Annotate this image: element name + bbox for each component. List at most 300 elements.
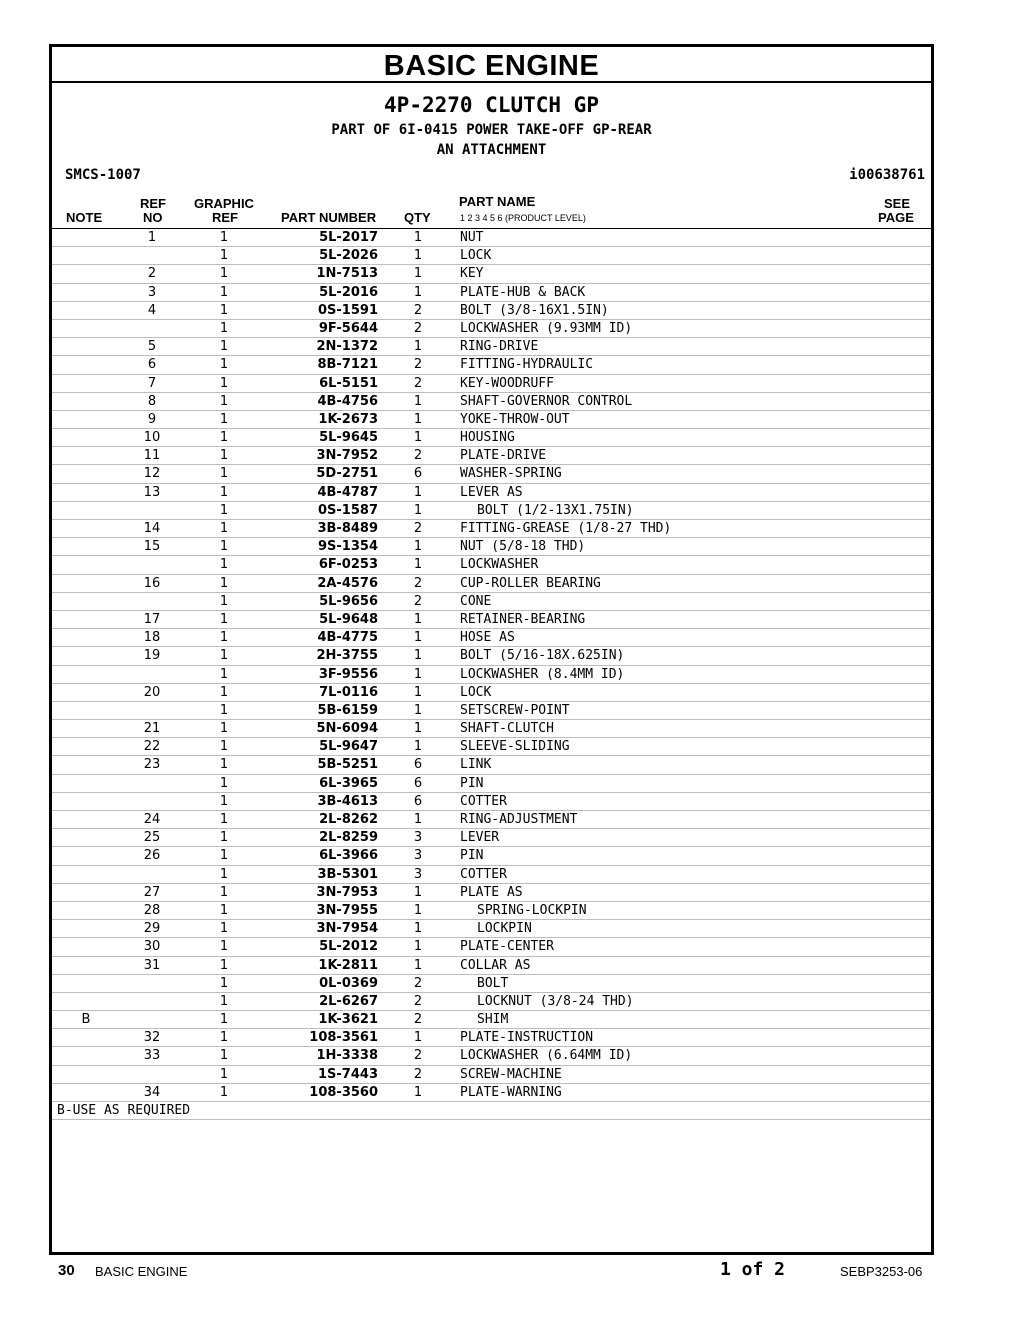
table-row	[52, 484, 931, 502]
qty-cell: 3	[413, 866, 423, 882]
ref-no-cell: 24	[143, 812, 161, 827]
table-row	[52, 265, 931, 283]
part-number-cell: 3B-5301	[317, 866, 378, 882]
section-title: BASIC ENGINE	[52, 47, 931, 83]
part-number-cell: 9S-1354	[318, 539, 378, 555]
part-name-cell: RING-DRIVE	[460, 339, 539, 355]
graphic-ref-cell: 1	[219, 357, 229, 373]
part-name-cell: BOLT (3/8-16X1.5IN)	[460, 302, 609, 318]
ref-no-cell: 4	[147, 302, 157, 318]
part-name-cell: CUP-ROLLER BEARING	[460, 575, 601, 591]
part-name-cell: LOCKWASHER (9.93MM ID)	[460, 320, 633, 336]
table-row	[52, 811, 931, 829]
ref-no-cell: 31	[143, 957, 161, 973]
col-qty: QTY	[404, 210, 431, 225]
qty-cell: 6	[413, 793, 423, 809]
part-name-cell: LINK	[460, 757, 492, 773]
qty-cell: 2	[413, 448, 423, 464]
qty-cell: 1	[413, 430, 423, 446]
table-row	[52, 447, 931, 465]
part-number-cell: 8B-7121	[317, 357, 378, 373]
part-name-cell: LOCKPIN	[477, 921, 532, 937]
qty-cell: 1	[413, 739, 423, 755]
graphic-ref-cell: 1	[219, 993, 229, 1009]
qty-cell: 1	[413, 611, 423, 627]
table-row	[52, 756, 931, 774]
ref-no-cell: 20	[143, 684, 161, 700]
table-row	[52, 793, 931, 811]
part-number-cell: 1K-2811	[318, 957, 378, 973]
qty-cell: 1	[413, 266, 423, 282]
part-number-cell: 2H-3755	[316, 648, 378, 664]
part-number-cell: 1S-7443	[318, 1066, 378, 1082]
table-row	[52, 993, 931, 1011]
ref-no-cell: 14	[143, 521, 161, 536]
part-number-cell: 3F-9556	[318, 666, 378, 682]
graphic-ref-cell: 1	[219, 648, 229, 664]
graphic-ref-cell: 1	[219, 248, 229, 264]
table-row	[52, 684, 931, 702]
graphic-ref-cell: 1	[219, 975, 229, 991]
part-name-cell: LOCKNUT (3/8-24 THD)	[477, 993, 634, 1009]
qty-cell: 2	[413, 993, 423, 1009]
table-row	[52, 356, 931, 374]
table-row	[52, 520, 931, 538]
qty-cell: 1	[413, 230, 423, 245]
table-row	[52, 738, 931, 756]
part-name-cell: LOCK	[460, 684, 492, 700]
qty-cell: 2	[413, 1048, 423, 1064]
part-number-cell: 4B-4775	[317, 630, 378, 646]
qty-cell: 1	[413, 721, 423, 737]
graphic-ref-cell: 1	[219, 393, 229, 409]
col-ref-top: REF	[140, 196, 166, 211]
smcs-code: SMCS-1007	[65, 167, 141, 183]
ref-no-cell: 18	[143, 630, 161, 646]
graphic-ref-cell: 1	[219, 684, 229, 700]
graphic-ref-cell: 1	[219, 375, 229, 391]
graphic-ref-cell: 1	[219, 593, 229, 609]
table-row	[52, 775, 931, 793]
graphic-ref-cell: 1	[219, 902, 229, 918]
qty-cell: 1	[413, 393, 423, 409]
qty-cell: 2	[413, 1012, 423, 1028]
part-name-cell: WASHER-SPRING	[460, 466, 562, 482]
part-number-cell: 5B-5251	[317, 757, 378, 773]
part-name-cell: HOUSING	[460, 430, 515, 446]
part-number-cell: 6F-0253	[318, 557, 378, 573]
table-row	[52, 920, 931, 938]
table-row	[52, 465, 931, 483]
qty-cell: 1	[413, 557, 423, 573]
document-id: SEBP3253-06	[840, 1264, 923, 1279]
part-name-cell: BOLT (5/16-18X.625IN)	[460, 648, 625, 664]
part-number-cell: 6L-5151	[319, 375, 378, 391]
footnote-text: B-USE AS REQUIRED	[57, 1103, 191, 1118]
graphic-ref-cell: 1	[219, 1084, 229, 1100]
col-see-top: SEE	[884, 196, 911, 211]
part-number-cell: 4B-4787	[317, 484, 378, 500]
ref-no-cell: 7	[147, 375, 157, 391]
page-number: 30	[58, 1262, 75, 1279]
part-number-cell: 2L-8262	[319, 812, 378, 827]
part-name-cell: PLATE-DRIVE	[460, 448, 547, 464]
footer-section: BASIC ENGINE	[95, 1264, 188, 1279]
part-name-cell: PIN	[460, 848, 484, 864]
table-row	[52, 411, 931, 429]
ref-no-cell: 25	[143, 830, 161, 846]
part-name-cell: PLATE-WARNING	[460, 1084, 562, 1100]
part-name-cell: YOKE-THROW-OUT	[460, 411, 570, 427]
part-number-cell: 2A-4576	[317, 575, 378, 591]
table-row	[52, 593, 931, 611]
table-row	[52, 556, 931, 574]
ref-no-cell: 26	[143, 848, 161, 864]
graphic-ref-cell: 1	[219, 957, 229, 973]
graphic-ref-cell: 1	[219, 284, 229, 300]
group-header	[52, 83, 931, 183]
col-graphic-top: GRAPHIC	[194, 196, 254, 211]
qty-cell: 1	[413, 957, 423, 973]
column-headers	[52, 188, 931, 229]
ref-no-cell: 33	[143, 1048, 161, 1064]
ref-no-cell: 15	[143, 539, 161, 555]
qty-cell: 1	[413, 411, 423, 427]
qty-cell: 3	[413, 830, 423, 846]
table-row	[52, 575, 931, 593]
ref-no-cell: 22	[143, 739, 161, 755]
ref-no-cell: 16	[143, 575, 161, 591]
ref-no-cell: 9	[147, 411, 157, 427]
col-part-number: PART NUMBER	[281, 210, 377, 225]
part-name-cell: SHAFT-GOVERNOR CONTROL	[460, 393, 633, 409]
qty-cell: 1	[413, 648, 423, 664]
ref-no-cell: 34	[143, 1084, 161, 1100]
part-number-cell: 5L-9648	[319, 611, 378, 627]
part-name-cell: COLLAR AS	[460, 957, 531, 973]
ref-no-cell: 12	[143, 466, 161, 482]
part-number-cell: 5B-6159	[317, 702, 378, 718]
table-row	[52, 647, 931, 665]
ref-no-cell: 8	[147, 393, 157, 409]
table-row	[52, 866, 931, 884]
ref-no-cell: 1	[147, 230, 157, 245]
part-number-cell: 1K-2673	[318, 411, 378, 427]
part-name-cell: BOLT	[477, 975, 509, 991]
table-row	[52, 1084, 931, 1102]
table-row	[52, 1029, 931, 1047]
graphic-ref-cell: 1	[219, 793, 229, 809]
qty-cell: 6	[413, 757, 423, 773]
part-name-cell: PLATE-INSTRUCTION	[460, 1030, 594, 1046]
table-row	[52, 629, 931, 647]
graphic-ref-cell: 1	[219, 302, 229, 318]
ref-no-cell: 11	[143, 448, 161, 464]
graphic-ref-cell: 1	[219, 884, 229, 900]
part-name-cell: COTTER	[460, 866, 507, 882]
graphic-ref-cell: 1	[219, 484, 229, 500]
part-number-cell: 108-3560	[309, 1084, 378, 1100]
parts-list-frame	[49, 44, 934, 1255]
graphic-ref-cell: 1	[219, 812, 229, 827]
group-title: 4P-2270 CLUTCH GP	[384, 93, 599, 117]
part-number-cell: 4B-4756	[317, 393, 378, 409]
table-row	[52, 902, 931, 920]
table-row	[52, 829, 931, 847]
graphic-ref-cell: 1	[219, 339, 229, 355]
graphic-ref-cell: 1	[219, 557, 229, 573]
part-number-cell: 3N-7952	[316, 448, 378, 464]
part-name-cell: RETAINER-BEARING	[460, 611, 586, 627]
table-row	[52, 1047, 931, 1065]
qty-cell: 6	[413, 775, 423, 791]
part-number-cell: 5L-2017	[319, 230, 378, 245]
graphic-ref-cell: 1	[219, 739, 229, 755]
part-number-cell: 5L-9645	[319, 430, 378, 446]
qty-cell: 1	[413, 502, 423, 518]
graphic-ref-cell: 1	[219, 611, 229, 627]
qty-cell: 1	[413, 1030, 423, 1046]
part-name-cell: LOCKWASHER (8.4MM ID)	[460, 666, 625, 682]
part-number-cell: 5D-2751	[316, 466, 378, 482]
part-name-cell: LOCKWASHER	[460, 557, 539, 573]
qty-cell: 6	[413, 466, 423, 482]
part-name-cell: BOLT (1/2-13X1.75IN)	[477, 502, 634, 518]
graphic-ref-cell: 1	[219, 939, 229, 955]
part-name-cell: SHIM	[477, 1012, 509, 1028]
table-row	[52, 884, 931, 902]
part-name-cell: SHAFT-CLUTCH	[460, 721, 554, 737]
graphic-ref-cell: 1	[219, 775, 229, 791]
graphic-ref-cell: 1	[219, 320, 229, 336]
part-name-cell: COTTER	[460, 793, 507, 809]
graphic-ref-cell: 1	[219, 575, 229, 591]
table-row	[52, 702, 931, 720]
table-row	[52, 611, 931, 629]
ref-no-cell: 32	[143, 1030, 161, 1046]
part-name-cell: LOCK	[460, 248, 492, 264]
part-number-cell: 1H-3338	[316, 1048, 378, 1064]
ref-no-cell: 29	[143, 921, 161, 937]
group-subtitle-2: AN ATTACHMENT	[436, 142, 547, 158]
col-ref-bottom: NO	[143, 210, 163, 225]
table-row	[52, 1011, 931, 1029]
graphic-ref-cell: 1	[219, 1030, 229, 1046]
part-name-cell: LEVER	[460, 830, 500, 846]
part-number-cell: 0L-0369	[319, 975, 378, 991]
part-number-cell: 3B-8489	[317, 521, 378, 536]
part-name-cell: SPRING-LOCKPIN	[477, 902, 587, 918]
page-footer	[0, 1258, 1020, 1288]
table-row	[52, 720, 931, 738]
page-of: 1 of 2	[720, 1259, 786, 1280]
table-row	[52, 975, 931, 993]
graphic-ref-cell: 1	[219, 230, 229, 245]
part-name-cell: PLATE-HUB & BACK	[460, 284, 586, 300]
part-number-cell: 1K-3621	[318, 1012, 378, 1028]
qty-cell: 1	[413, 702, 423, 718]
part-number-cell: 1N-7513	[316, 266, 378, 282]
qty-cell: 1	[413, 939, 423, 955]
qty-cell: 1	[413, 484, 423, 500]
table-row	[52, 429, 931, 447]
part-name-cell: NUT	[460, 230, 484, 245]
part-number-cell: 3B-4613	[317, 793, 378, 809]
qty-cell: 1	[413, 921, 423, 937]
note-cell: B	[81, 1012, 91, 1028]
graphic-ref-cell: 1	[219, 666, 229, 682]
qty-cell: 2	[413, 357, 423, 373]
table-row	[52, 957, 931, 975]
graphic-ref-cell: 1	[219, 430, 229, 446]
part-number-cell: 7L-0116	[319, 684, 378, 700]
col-see-bottom: PAGE	[878, 210, 914, 225]
part-number-cell: 2N-1372	[316, 339, 378, 355]
graphic-ref-cell: 1	[219, 502, 229, 518]
ref-no-cell: 2	[147, 266, 157, 282]
graphic-ref-cell: 1	[219, 830, 229, 846]
qty-cell: 1	[413, 539, 423, 555]
col-note: NOTE	[66, 210, 103, 225]
table-row	[52, 320, 931, 338]
part-name-cell: HOSE AS	[460, 630, 515, 646]
qty-cell: 1	[413, 666, 423, 682]
part-number-cell: 3N-7955	[316, 902, 378, 918]
graphic-ref-cell: 1	[219, 1066, 229, 1082]
part-name-cell: KEY	[460, 266, 484, 282]
part-number-cell: 108-3561	[309, 1030, 378, 1046]
ref-no-cell: 6	[147, 357, 157, 373]
table-row	[52, 847, 931, 865]
table-row	[52, 302, 931, 320]
part-name-cell: FITTING-HYDRAULIC	[460, 357, 594, 373]
part-name-cell: LOCKWASHER (6.64MM ID)	[460, 1048, 633, 1064]
table-row	[52, 393, 931, 411]
graphic-ref-cell: 1	[219, 757, 229, 773]
part-number-cell: 0S-1591	[318, 302, 378, 318]
graphic-ref-cell: 1	[219, 266, 229, 282]
graphic-ref-cell: 1	[219, 448, 229, 464]
ref-no-cell: 21	[143, 721, 161, 737]
table-row	[52, 338, 931, 356]
parts-table-body	[52, 229, 931, 1102]
part-number-cell: 3N-7953	[316, 884, 378, 900]
part-name-cell: NUT (5/8-18 THD)	[460, 539, 586, 555]
part-number-cell: 5L-9647	[319, 739, 378, 755]
qty-cell: 1	[413, 248, 423, 264]
illustration-id: i00638761	[849, 167, 925, 183]
graphic-ref-cell: 1	[219, 866, 229, 882]
footnote-row	[52, 1102, 931, 1120]
qty-cell: 2	[413, 593, 423, 609]
part-number-cell: 2L-8259	[319, 830, 378, 846]
ref-no-cell: 3	[147, 284, 157, 300]
part-name-cell: RING-ADJUSTMENT	[460, 812, 578, 827]
graphic-ref-cell: 1	[219, 702, 229, 718]
ref-no-cell: 10	[143, 430, 161, 446]
graphic-ref-cell: 1	[219, 539, 229, 555]
table-row	[52, 666, 931, 684]
qty-cell: 1	[413, 884, 423, 900]
part-name-cell: PLATE-CENTER	[460, 939, 554, 955]
part-number-cell: 5L-2016	[319, 284, 378, 300]
part-name-cell: KEY-WOODRUFF	[460, 375, 554, 391]
part-number-cell: 9F-5644	[318, 320, 378, 336]
part-number-cell: 2L-6267	[319, 993, 378, 1009]
qty-cell: 3	[413, 848, 423, 864]
table-row	[52, 1066, 931, 1084]
graphic-ref-cell: 1	[219, 1012, 229, 1028]
table-row	[52, 229, 931, 247]
qty-cell: 1	[413, 1084, 423, 1100]
ref-no-cell: 19	[143, 648, 161, 664]
col-part-name: PART NAME	[459, 194, 536, 209]
part-name-cell: LEVER AS	[460, 484, 523, 500]
part-name-cell: FITTING-GREASE (1/8-27 THD)	[460, 521, 672, 536]
qty-cell: 1	[413, 339, 423, 355]
graphic-ref-cell: 1	[219, 1048, 229, 1064]
qty-cell: 2	[413, 575, 423, 591]
ref-no-cell: 5	[147, 339, 157, 355]
graphic-ref-cell: 1	[219, 721, 229, 737]
graphic-ref-cell: 1	[219, 521, 229, 536]
ref-no-cell: 13	[143, 484, 161, 500]
ref-no-cell: 27	[143, 884, 161, 900]
qty-cell: 1	[413, 284, 423, 300]
part-name-cell: SETSCREW-POINT	[460, 702, 570, 718]
part-name-cell: SCREW-MACHINE	[460, 1066, 562, 1082]
qty-cell: 1	[413, 630, 423, 646]
part-number-cell: 6L-3966	[319, 848, 378, 864]
col-graphic-bottom: REF	[212, 210, 238, 225]
table-row	[52, 538, 931, 556]
part-name-cell: PLATE AS	[460, 884, 523, 900]
qty-cell: 2	[413, 521, 423, 536]
part-name-cell: CONE	[460, 593, 492, 609]
col-product-levels: 1 2 3 4 5 6 (PRODUCT LEVEL)	[460, 213, 586, 223]
table-row	[52, 284, 931, 302]
ref-no-cell: 28	[143, 902, 161, 918]
ref-no-cell: 17	[143, 611, 161, 627]
part-name-cell: PIN	[460, 775, 484, 791]
table-row	[52, 502, 931, 520]
graphic-ref-cell: 1	[219, 848, 229, 864]
table-row	[52, 938, 931, 956]
qty-cell: 1	[413, 812, 423, 827]
qty-cell: 2	[413, 1066, 423, 1082]
part-number-cell: 6L-3965	[319, 775, 378, 791]
qty-cell: 2	[413, 320, 423, 336]
part-number-cell: 5N-6094	[316, 721, 378, 737]
qty-cell: 1	[413, 902, 423, 918]
table-row	[52, 375, 931, 393]
part-number-cell: 0S-1587	[318, 502, 378, 518]
part-name-cell: SLEEVE-SLIDING	[460, 739, 570, 755]
part-number-cell: 5L-2026	[319, 248, 378, 264]
table-row	[52, 247, 931, 265]
qty-cell: 2	[413, 375, 423, 391]
graphic-ref-cell: 1	[219, 630, 229, 646]
qty-cell: 2	[413, 302, 423, 318]
graphic-ref-cell: 1	[219, 411, 229, 427]
qty-cell: 1	[413, 684, 423, 700]
part-number-cell: 3N-7954	[316, 921, 378, 937]
ref-no-cell: 23	[143, 757, 161, 773]
ref-no-cell: 30	[143, 939, 161, 955]
graphic-ref-cell: 1	[219, 466, 229, 482]
part-number-cell: 5L-9656	[319, 593, 378, 609]
part-number-cell: 5L-2012	[319, 939, 378, 955]
